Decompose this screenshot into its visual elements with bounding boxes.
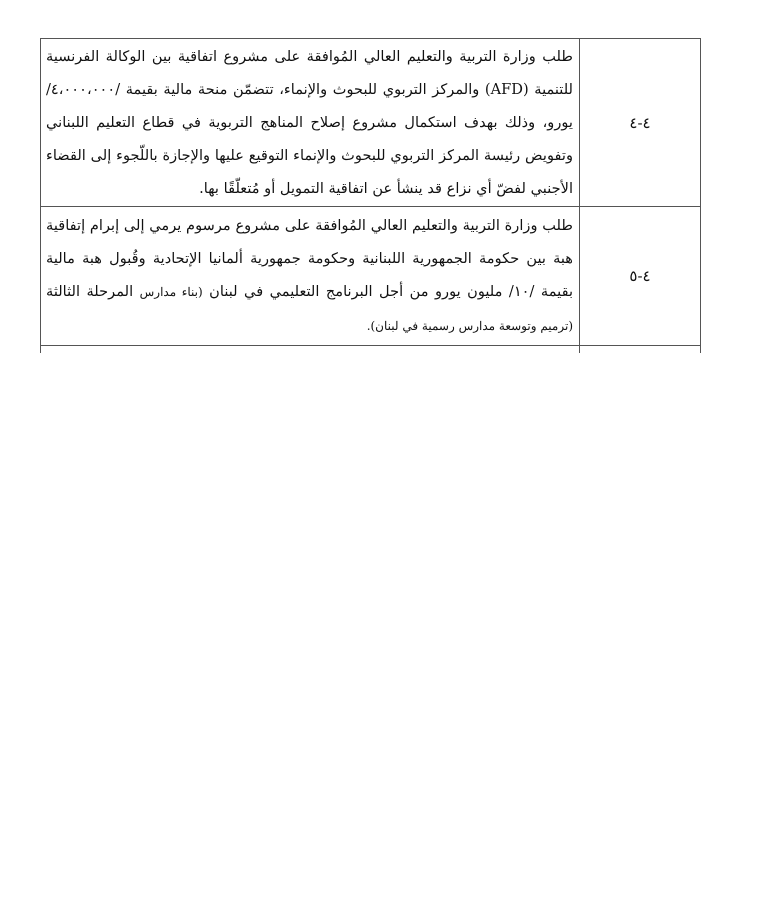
agenda-table (40, 38, 701, 353)
table-row (41, 39, 701, 207)
item-number: ٤-٤ (580, 39, 701, 207)
item-note: (ترميم وتوسعة مدارس رسمية في لبنان). (366, 319, 573, 333)
item-description-cell (41, 39, 580, 207)
empty-cell (580, 346, 701, 354)
table-row-cut (41, 346, 701, 354)
empty-cell (41, 346, 580, 354)
item-note: (بناء مدارس (139, 285, 203, 299)
item-description-phase: المرحلة الثالثة (46, 283, 134, 300)
item-description: طلب وزارة التربية والتعليم العالي المُوافقة على مشروع اتفاقية بين الوكالة الفرنسية للتنمية (AFD) والمركز التربوي للبحوث والإنماء، تتضمّن منحة مالية بقيمة /٤،٠٠٠،٠٠٠/ يورو، وذلك بهدف استكمال مشروع إصلاح المناهج التربوية في قطاع التعليم اللبناني وتفويض رئيسة المركز التربوي للبحوث والإنماء التوقيع عليها والإجازة باللّجوء إلى القضاء الأجنبي لفضّ أي نزاع قد ينشأ عن اتفاقية التمويل أو مُتعلّقًا بها. (46, 48, 573, 197)
item-number: ٤-٥ (580, 207, 701, 346)
table-row (41, 207, 701, 346)
item-description-main: طلب وزارة التربية والتعليم العالي المُوافقة على مشروع مرسوم يرمي إلى إبرام إتفاقية هبة بين حكومة الجمهورية اللبنانية وحكومة جمهورية ألمانيا الإتحادية وقُبول هبة مالية بقيمة /١٠/ مليون يورو من أجل البرنامج التعليمي في لبنان (46, 217, 574, 300)
item-description-cell (41, 207, 580, 346)
item-description (41, 207, 579, 345)
